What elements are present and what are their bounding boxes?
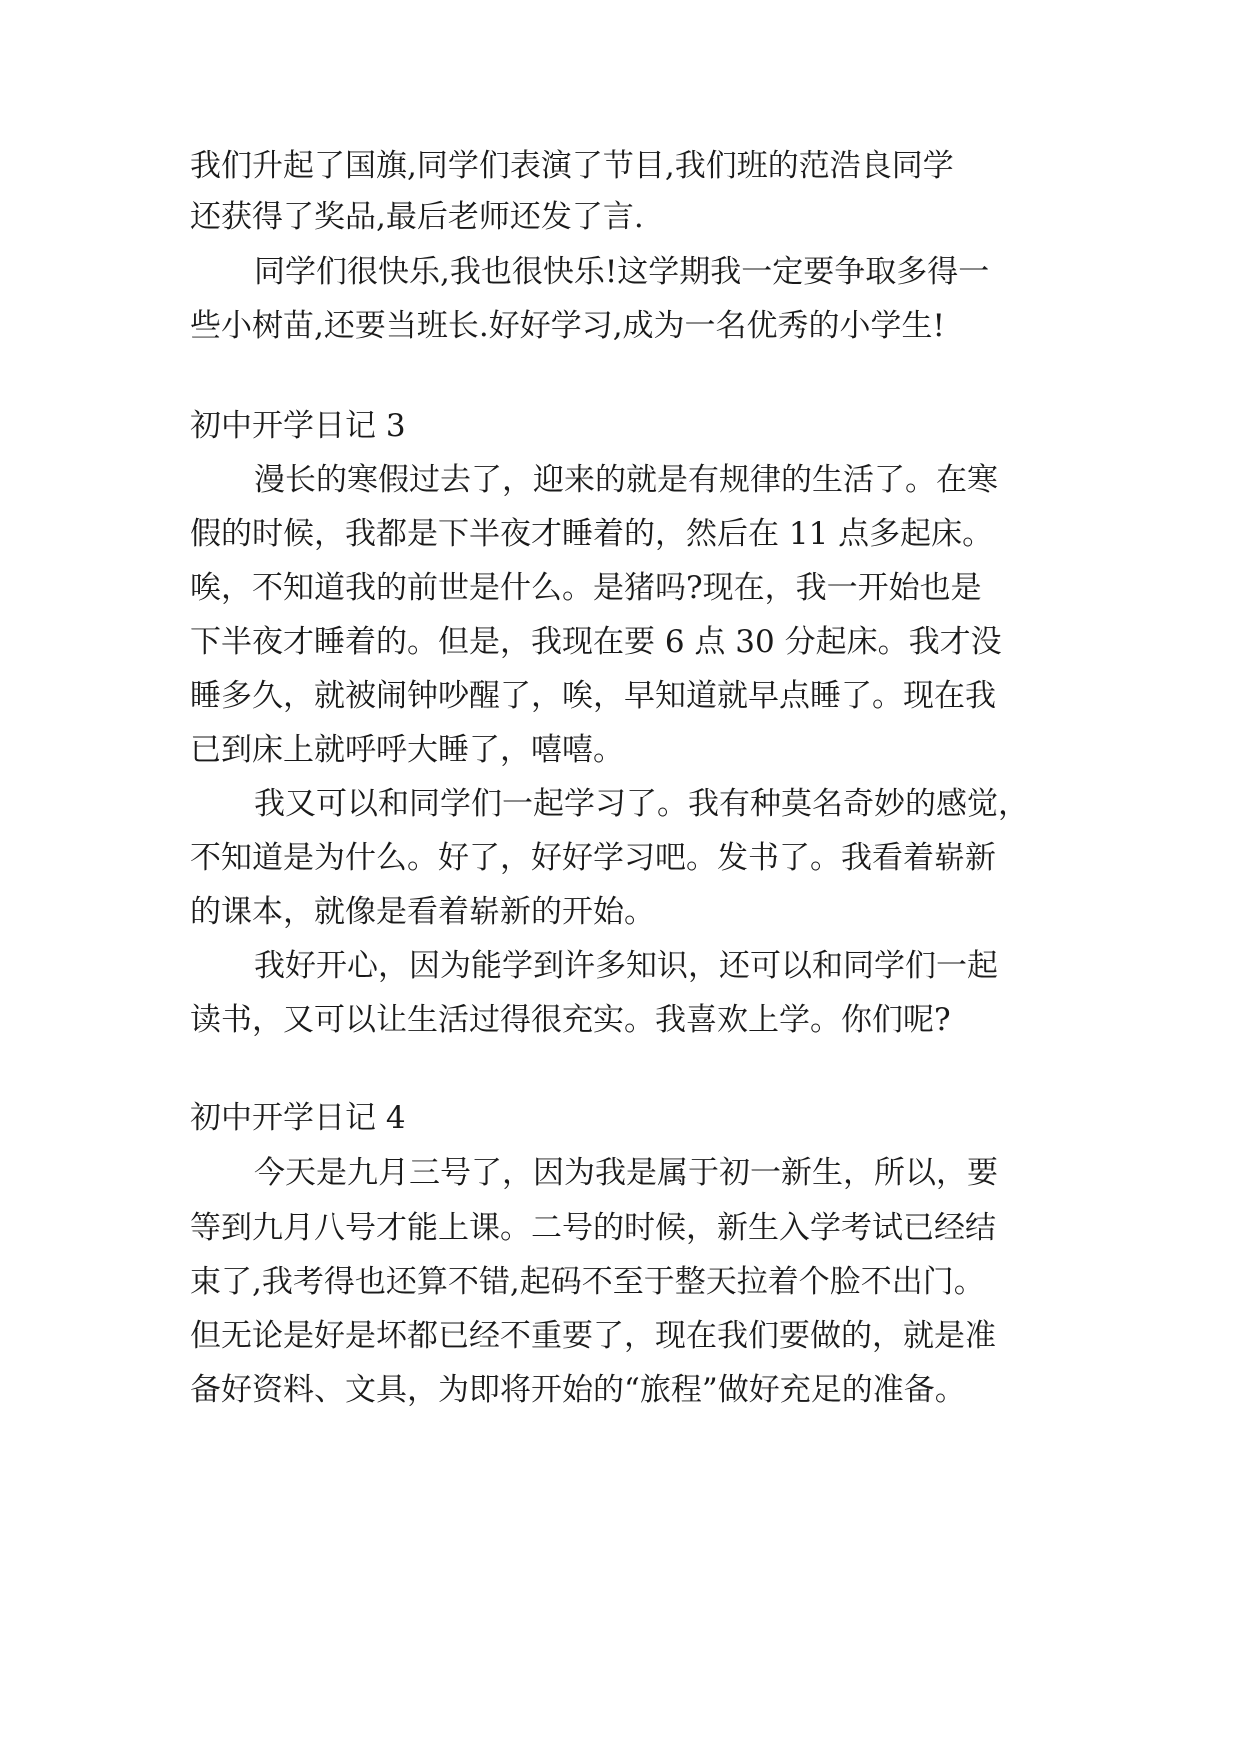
paragraph-line: 今天是九月三号了，因为我是属于初一新生，所以，要 (254, 1155, 998, 1191)
paragraph-line: 束了,我考得也还算不错,起码不至于整天拉着个脸不出门。 (190, 1264, 985, 1300)
paragraph-line: 读书，又可以让生活过得很充实。我喜欢上学。你们呢? (190, 1002, 951, 1038)
paragraph-line: 我们升起了国旗,同学们表演了节目,我们班的范浩良同学 (190, 148, 954, 184)
paragraph-line: 些小树苗,还要当班长.好好学习,成为一名优秀的小学生! (190, 308, 946, 344)
paragraph-line: 我又可以和同学们一起学习了。我有种莫名奇妙的感觉， (254, 786, 1029, 822)
paragraph-line: 等到九月八号才能上课。二号的时候，新生入学考试已经结 (190, 1210, 996, 1246)
paragraph-line: 漫长的寒假过去了，迎来的就是有规律的生活了。在寒 (254, 462, 998, 498)
paragraph-line: 唉，不知道我的前世是什么。是猪吗?现在，我一开始也是 (190, 570, 982, 606)
paragraph-line: 下半夜才睡着的。但是，我现在要 6 点 30 分起床。我才没 (190, 624, 1002, 660)
paragraph-line: 同学们很快乐,我也很快乐!这学期我一定要争取多得一 (254, 254, 990, 290)
section-title-3: 初中开学日记 3 (190, 408, 406, 444)
paragraph-line: 但无论是好是坏都已经不重要了，现在我们要做的，就是准 (190, 1318, 996, 1354)
paragraph-line: 已到床上就呼呼大睡了，嘻嘻。 (190, 732, 624, 768)
paragraph-line: 还获得了奖品,最后老师还发了言. (190, 199, 644, 235)
paragraph-line: 我好开心，因为能学到许多知识，还可以和同学们一起 (254, 948, 998, 984)
paragraph-line: 的课本，就像是看着崭新的开始。 (190, 894, 655, 930)
paragraph-line: 睡多久，就被闹钟吵醒了，唉，早知道就早点睡了。现在我 (190, 678, 996, 714)
paragraph-line: 不知道是为什么。好了，好好学习吧。发书了。我看着崭新 (190, 840, 996, 876)
section-title-4: 初中开学日记 4 (190, 1100, 406, 1136)
paragraph-line: 备好资料、文具，为即将开始的“旅程”做好充足的准备。 (190, 1372, 966, 1408)
paragraph-line: 假的时候，我都是下半夜才睡着的，然后在 11 点多起床。 (190, 516, 994, 552)
